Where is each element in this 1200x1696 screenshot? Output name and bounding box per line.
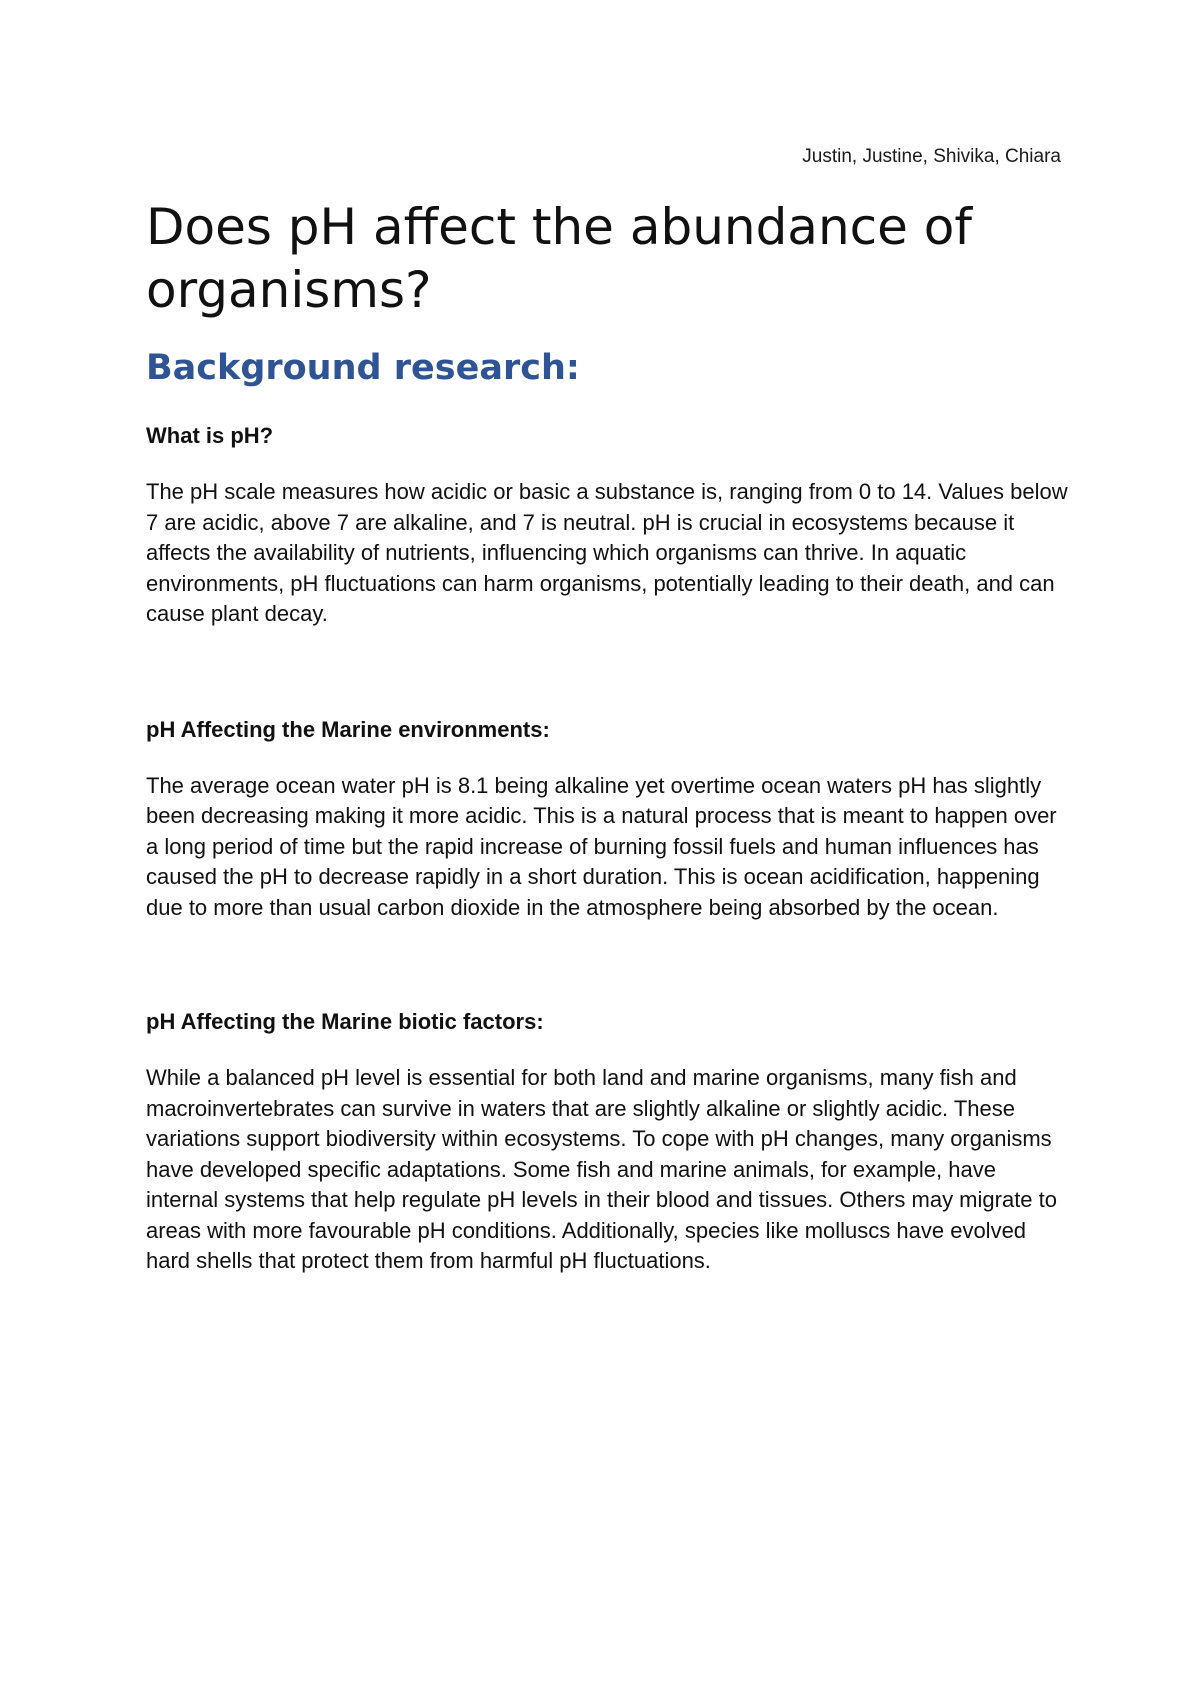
document-title: Does pH affect the abundance of organisms? [146, 198, 972, 319]
what-is-ph-paragraph: The pH scale measures how acidic or basic a substance is, ranging from 0 to 14. Values below 7 are acidic, above 7 are alkaline, and 7 is neutral. pH is crucial in ecosystems because it affects the availability of nutrients, influencing which organisms can thrive. In aquatic environments, pH fluctuations can harm organisms, potentially leading to their death, and can cause plant decay. [146, 479, 1068, 626]
authors-line: Justin, Justine, Shivika, Chiara [802, 146, 1061, 167]
marine-biotic-factors-heading: pH Affecting the Marine biotic factors: [146, 1009, 544, 1034]
marine-environments-paragraph: The average ocean water pH is 8.1 being alkaline yet overtime ocean waters pH has slightly been decreasing making it more acidic. This is a natural process that is meant to happen over a long period of time but the rapid increase of burning fossil fuels and human influences has caused the pH to decrease rapidly in a short duration. This is ocean acidification, happening due to more than usual carbon dioxide in the atmosphere being absorbed by the ocean. [146, 772, 1057, 920]
marine-biotic-factors-paragraph: While a balanced pH level is essential for both land and marine organisms, many fish and macroinvertebrates can survive in waters that are slightly alkaline or slightly acidic. These variations support biodiversity within ecosystems. To cope with pH changes, many organisms have developed specific adaptations. Some fish and marine animals, for example, have internal systems that help regulate pH levels in their blood and tissues. Others may migrate to areas with more favourable pH conditions. Additionally, species like molluscs have evolved hard shells that protect them from harmful pH fluctuations. [146, 1065, 1058, 1273]
document-content [146, 196, 1071, 1277]
what-is-ph-heading: What is pH? [146, 423, 274, 448]
marine-environments-heading: pH Affecting the Marine environments: [146, 716, 550, 742]
background-research-heading: Background research: [146, 348, 580, 388]
